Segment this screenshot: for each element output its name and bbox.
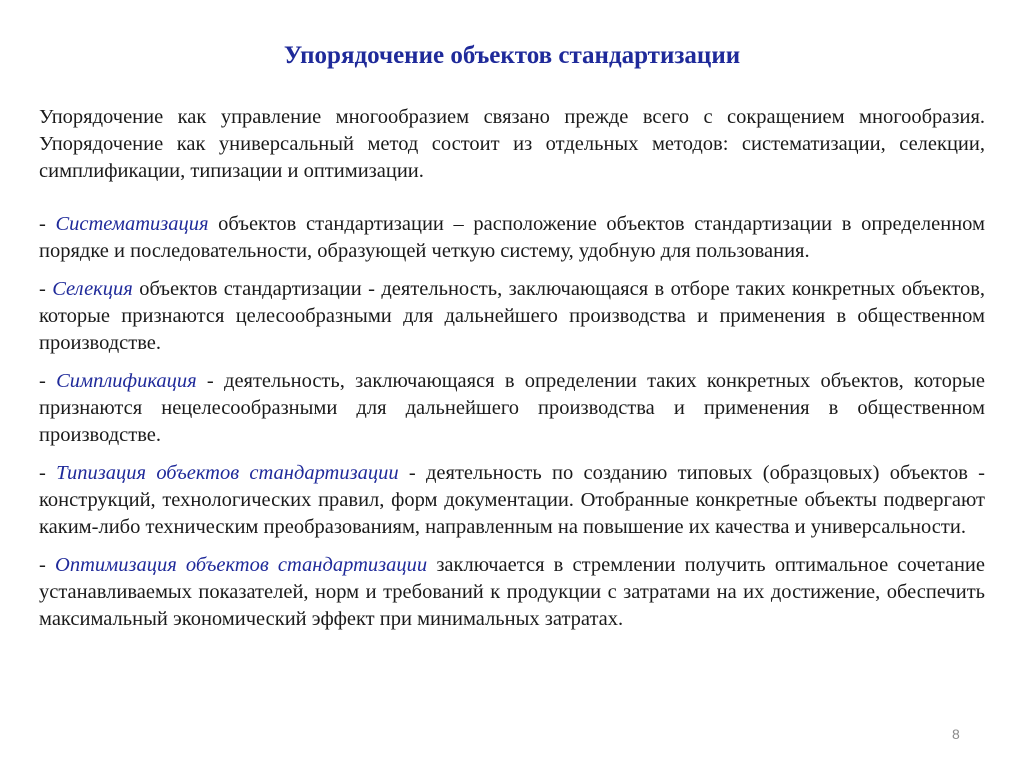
list-item-optimization (39, 552, 985, 633)
item-dash: - (39, 278, 53, 300)
item-text: объектов стандартизации – расположение объектов стандартизации в определенном порядке и последовательности, образующей четкую систему, удобную для пользования. (39, 213, 985, 262)
item-text: - деятельность по созданию типовых (образцовых) объектов - конструкций, технологических правил, форм документации. Отобранные конкретные объекты подвергают каким-либо техническим преобразованиям, направленным на повышение их качества и универсальности. (39, 462, 985, 538)
item-text: заключается в стремлении получить оптимальное сочетание устанавливаемых показателей, норм и требований к продукции с затратами на их достижение, обеспечить максимальный экономический эффект при минимальных затратах. (39, 554, 985, 630)
list-item-typification (39, 460, 985, 541)
item-dash: - (39, 213, 56, 235)
item-dash: - (39, 370, 57, 392)
intro-paragraph: Упорядочение как управление многообразием связано прежде всего с сокращением многообразия. Упорядочение как универсальный метод состоит из отдельных методов: систематизации, селекции, симплификации, типизации и оптимизации. (39, 106, 985, 182)
term-simplification: Симплификация (56, 370, 197, 392)
item-text: объектов стандартизации - деятельность, заключающаяся в отборе таких конкретных объектов, которые признаются целесообразными для дальнейшего производства и применения в общественном производстве. (39, 278, 985, 354)
page-number: 8 (952, 726, 960, 742)
term-selection: Селекция (52, 278, 133, 300)
list-item-systematization (39, 211, 985, 265)
slide-content (39, 104, 985, 644)
list-item-simplification (39, 368, 985, 449)
term-optimization: Оптимизация объектов стандартизации (55, 554, 428, 576)
term-typification: Типизация объектов стандартизации (56, 462, 399, 484)
item-dash: - (39, 554, 56, 576)
item-dash: - (39, 462, 57, 484)
list-item-selection (39, 276, 985, 357)
term-systematization: Систематизация (55, 213, 209, 235)
item-text: - деятельность, заключающаяся в определении таких конкретных объектов, которые признаются нецелесообразными для дальнейшего производства и применения в общественном производстве. (39, 370, 985, 446)
slide-title: Упорядочение объектов стандартизации (283, 42, 741, 69)
